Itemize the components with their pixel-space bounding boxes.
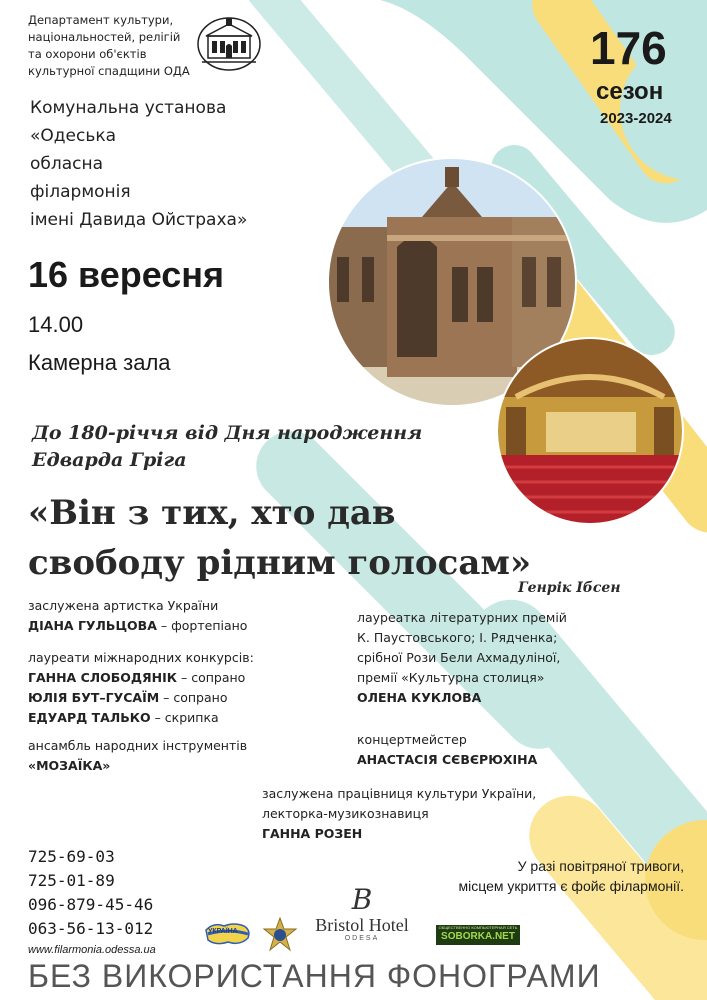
performer-role: – сопрано: [159, 690, 228, 705]
institution-line: імені Давида Ойстраха»: [30, 210, 248, 230]
season-label: сезон: [596, 78, 664, 105]
phone-numbers: [28, 845, 153, 941]
bristol-hotel-logo: [312, 885, 412, 955]
reader-credit: срібної Рози Бели Ахмадуліної,: [357, 650, 561, 665]
concert-title-quote: [28, 488, 531, 588]
soborka-name: SOBORKA.NET: [441, 931, 515, 942]
performer-role: – фортепіано: [156, 618, 248, 633]
performer-role: – скрипка: [150, 710, 219, 725]
institution-line: філармонія: [30, 182, 131, 202]
performer-group-title: лауреати міжнародних конкурсів:: [28, 650, 254, 665]
phone-number[interactable]: 725-69-03: [28, 847, 115, 866]
philharmonic-building-emblem-icon: [196, 12, 262, 72]
event-time: 14.00: [28, 312, 84, 337]
institution-name: [30, 94, 247, 234]
phone-number[interactable]: 096-879-45-46: [28, 895, 154, 914]
tribute-line: Едварда Гріга: [32, 449, 187, 471]
phone-number[interactable]: 063-56-13-012: [28, 919, 154, 938]
season-years: 2023-2024: [600, 110, 672, 127]
lecturer-name: ГАННА РОЗЕН: [262, 826, 363, 841]
reader-credit: премії «Культурна столиця»: [357, 670, 545, 685]
tribute-line: До 180-річчя від Дня народження: [32, 422, 423, 444]
no-playback-footer: БЕЗ ВИКОРИСТАННЯ ФОНОГРАМИ: [28, 958, 601, 994]
ukraina-logo-text: УКРАЇНА: [208, 928, 238, 935]
tribute-heading: [32, 420, 422, 474]
accompanist-name: АНАСТАСІЯ СЄВЄРЮХІНА: [357, 752, 538, 767]
performer-title: заслужена артистка України: [28, 598, 219, 613]
performer-entry: [28, 688, 348, 708]
ensemble-title: ансамбль народних інструментів: [28, 738, 248, 753]
reader-credit: лауреатка літературних премій: [357, 610, 567, 625]
bristol-name: Bristol Hotel: [315, 915, 409, 935]
air-raid-line: У разі повітряної тривоги,: [517, 858, 684, 874]
lecturer-block: [262, 784, 642, 844]
quote-line: «Він з тих, хто дав: [28, 493, 396, 533]
performer-entry: [28, 668, 348, 688]
performer-entry: [28, 708, 348, 728]
reader-name: ОЛЕНА КУКЛОВА: [357, 690, 482, 705]
event-hall: Камерна зала: [28, 350, 171, 375]
quote-line: свободу рідним голосам»: [28, 543, 532, 583]
performers-right: [357, 608, 657, 770]
air-raid-notice: [420, 856, 684, 896]
reader-credit: К. Паустовського; І. Рядченка;: [357, 630, 558, 645]
institution-line: «Одеська: [30, 126, 117, 146]
soborka-logo: [436, 925, 520, 945]
performer-entry: [28, 616, 348, 636]
institution-line: Комунальна установа: [30, 98, 227, 118]
ensemble-name: «МОЗАЇКА»: [28, 758, 111, 773]
quote-author: Генрік Ібсен: [518, 580, 621, 596]
department-line: культурної спадщини ОДА: [28, 64, 190, 78]
lecturer-credit: лекторка-музикознавиця: [262, 806, 429, 821]
department-line: національностей, релігій: [28, 30, 181, 44]
phone-number[interactable]: 725-01-89: [28, 871, 115, 890]
performer-name: ГАННА СЛОБОДЯНІК: [28, 670, 178, 685]
ukraina-logo: [204, 920, 252, 948]
lecturer-credit: заслужена працівниця культури України,: [262, 786, 537, 801]
season-number: 176: [590, 22, 667, 74]
department-line: та охорони об'єктів: [28, 47, 147, 61]
department-text: [28, 12, 190, 80]
performer-name: ЮЛІЯ БУТ–ГУСАЇМ: [28, 690, 160, 705]
institution-line: обласна: [30, 154, 104, 174]
bristol-city: ODESA: [344, 935, 380, 942]
performer-name: ДІАНА ГУЛЬЦОВА: [28, 618, 157, 633]
performer-name: ЕДУАРД ТАЛЬКО: [28, 710, 151, 725]
bristol-monogram: B: [351, 883, 373, 916]
department-line: Департамент культури,: [28, 13, 174, 27]
soborka-tagline: ОБЩЕСТВЕННО КОМПЬЮТЕРНАЯ СЕТЬ: [438, 925, 518, 930]
website-link[interactable]: www.filarmonia.odessa.ua: [28, 944, 156, 956]
performers-left: [28, 596, 348, 776]
event-date: 16 вересня: [28, 254, 225, 295]
star-order-emblem-icon: [262, 917, 298, 953]
air-raid-line: місцем укриття є фойє філармонії.: [458, 878, 684, 894]
accompanist-title: концертмейстер: [357, 732, 467, 747]
performer-role: – сопрано: [177, 670, 246, 685]
